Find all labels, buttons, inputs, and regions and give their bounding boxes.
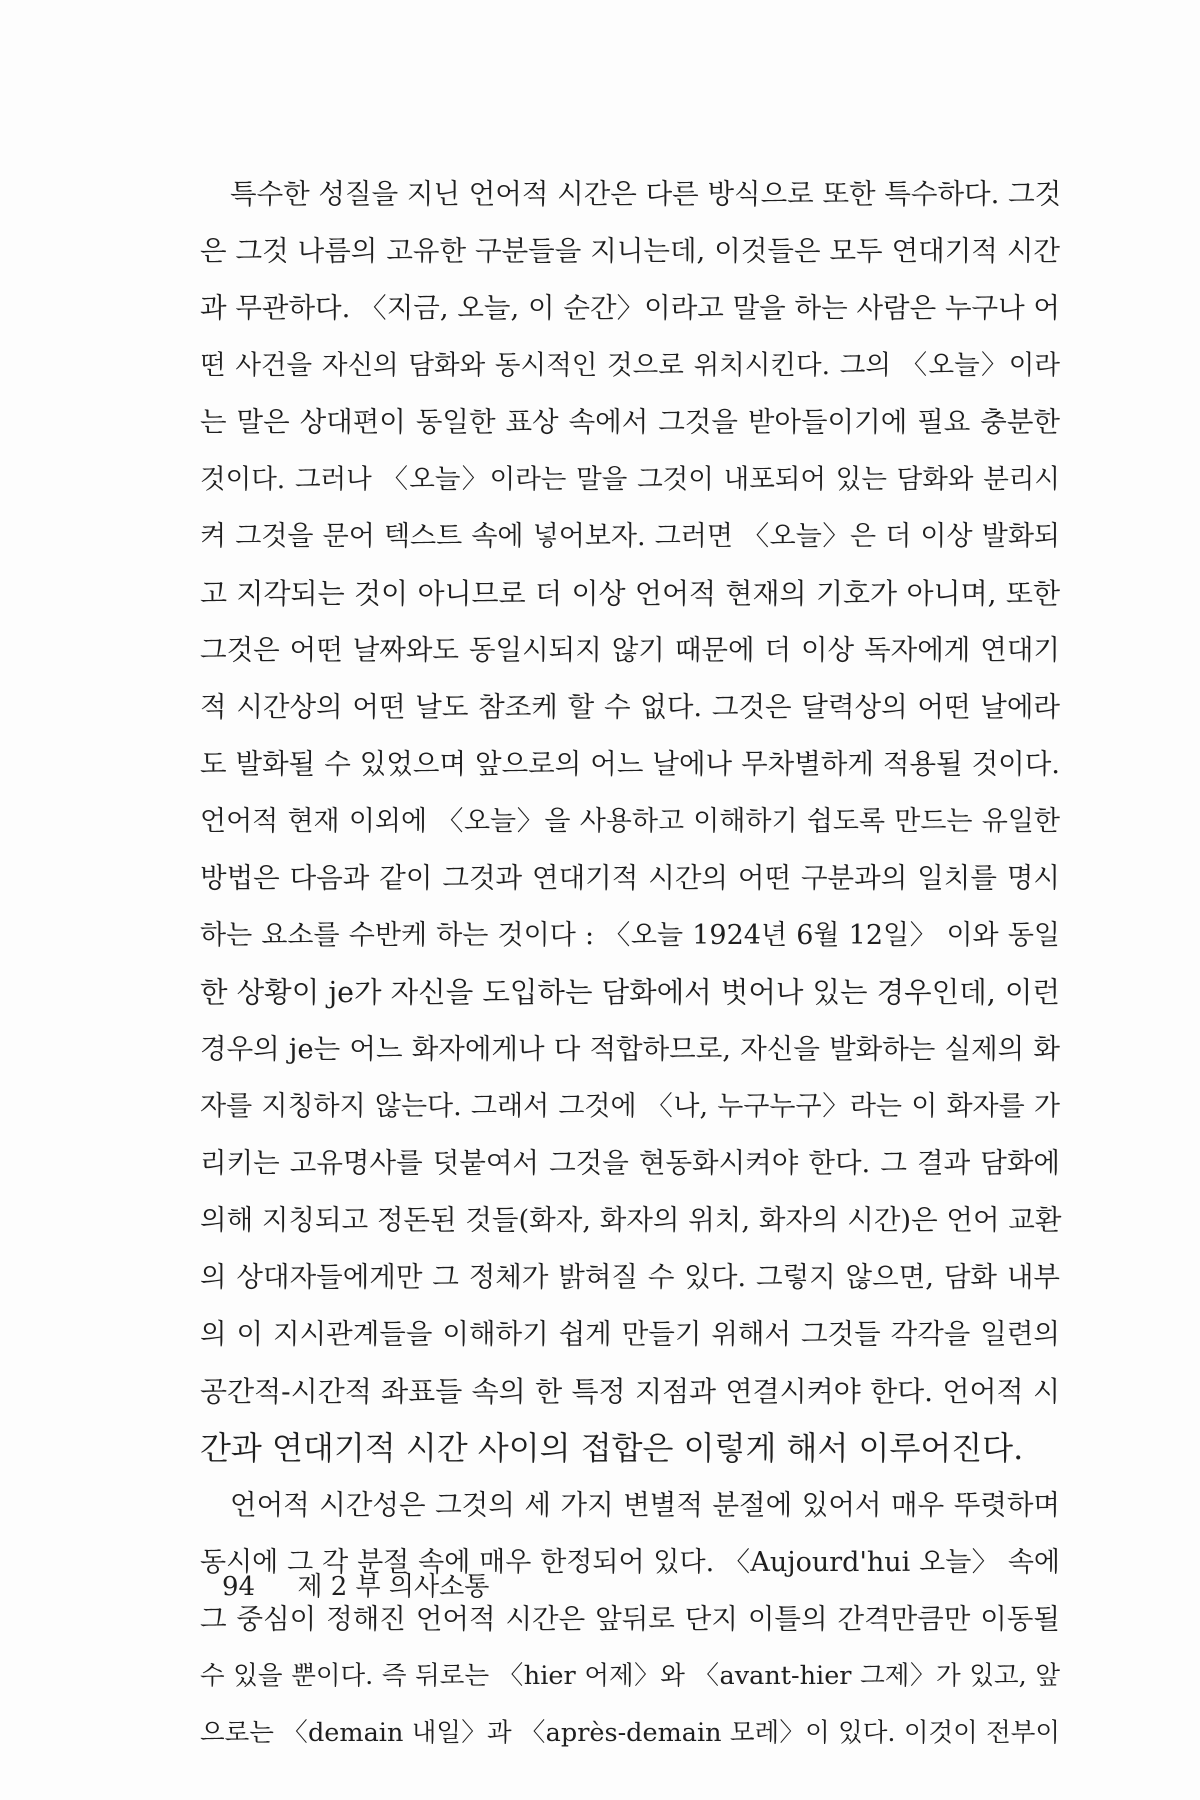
body-text xyxy=(200,166,1060,1762)
text-line: 자를 지칭하지 않는다. 그래서 그것에 〈나, 누구누구〉라는 이 화자를 가 xyxy=(200,1091,1060,1122)
text-line: 언어적 시간성은 그것의 세 가지 변별적 분절에 있어서 매우 뚜렷하며 xyxy=(230,1489,1060,1521)
text-line: 그것은 어떤 날짜와도 동일시되지 않기 때문에 더 이상 독자에게 연대기 xyxy=(200,634,1060,666)
page-number: 94 xyxy=(222,1572,256,1602)
text-line: 의 이 지시관계들을 이해하기 쉽게 만들기 위해서 그것들 각각을 일련의 xyxy=(200,1318,1060,1350)
text-line: 그 중심이 정해진 언어적 시간은 앞뒤로 단지 이틀의 간격만큼만 이동될 xyxy=(200,1603,1060,1635)
text-line: 는 말은 상대편이 동일한 표상 속에서 그것을 받아들이기에 필요 충분한 xyxy=(200,406,1060,438)
text-line: 수 있을 뿐이다. 즉 뒤로는 〈hier 어제〉와 〈avant-hier 그제〉가 있고, 앞 xyxy=(200,1661,1060,1691)
text-line: 고 지각되는 것이 아니므로 더 이상 언어적 현재의 기호가 아니며, 또한 xyxy=(200,577,1060,610)
text-line: 으로는 〈demain 내일〉과 〈après-demain 모레〉이 있다. 이것이 전부이 xyxy=(200,1718,1060,1748)
text-line: 경우의 je는 어느 화자에게나 다 적합하므로, 자신을 발화하는 실제의 화 xyxy=(200,1033,1060,1065)
text-line: 과 무관하다. 〈지금, 오늘, 이 순간〉이라고 말을 하는 사람은 누구나 어 xyxy=(200,292,1060,324)
text-line: 켜 그것을 문어 텍스트 속에 넣어보자. 그러면 〈오늘〉은 더 이상 발화되 xyxy=(200,521,1060,552)
text-line: 한 상황이 je가 자신을 도입하는 담화에서 벗어나 있는 경우인데, 이런 xyxy=(200,976,1060,1009)
text-line: 도 발화될 수 있었으며 앞으로의 어느 날에나 무차별하게 적용될 것이다. xyxy=(200,748,1060,780)
page-footer xyxy=(222,1566,489,1603)
text-line: 동시에 그 각 분절 속에 매우 한정되어 있다. 〈Aujourd'hui 오늘〉 속에 xyxy=(200,1547,1060,1578)
text-line: 리키는 고유명사를 덧붙여서 그것을 현동화시켜야 한다. 그 결과 담화에 xyxy=(200,1147,1060,1179)
text-line: 특수한 성질을 지닌 언어적 시간은 다른 방식으로 또한 특수하다. 그것 xyxy=(230,178,1062,210)
section-title: 제 2 부 의사소통 xyxy=(297,1572,490,1602)
text-line: 하는 요소를 수반케 하는 것이다 : 〈오늘 1924년 6월 12일〉 이와 동일 xyxy=(200,920,1060,951)
paragraph-1 xyxy=(200,166,1060,1477)
text-line: 의 상대자들에게만 그 정체가 밝혀질 수 있다. 그렇지 않으면, 담화 내부 xyxy=(200,1261,1060,1293)
paragraph-2 xyxy=(200,1477,1060,1762)
text-line: 적 시간상의 어떤 날도 참조케 할 수 없다. 그것은 달력상의 어떤 날에라 xyxy=(200,691,1060,723)
text-line: 방법은 다음과 같이 그것과 연대기적 시간의 어떤 구분과의 일치를 명시 xyxy=(200,862,1060,894)
text-line: 의해 지칭되고 정돈된 것들(화자, 화자의 위치, 화자의 시간)은 언어 교환 xyxy=(200,1204,1062,1236)
text-line: 언어적 현재 이외에 〈오늘〉을 사용하고 이해하기 쉽도록 만드는 유일한 xyxy=(200,806,1060,837)
text-line: 간과 연대기적 시간 사이의 접합은 이렇게 해서 이루어진다. xyxy=(200,1429,1024,1467)
text-line: 것이다. 그러나 〈오늘〉이라는 말을 그것이 내포되어 있는 담화와 분리시 xyxy=(200,464,1060,495)
text-line: 공간적-시간적 좌표들 속의 한 특정 지점과 연결시켜야 한다. 언어적 시 xyxy=(200,1375,1060,1408)
text-line: 은 그것 나름의 고유한 구분들을 지니는데, 이것들은 모두 연대기적 시간 xyxy=(200,235,1060,267)
text-line: 떤 사건을 자신의 담화와 동시적인 것으로 위치시킨다. 그의 〈오늘〉이라 xyxy=(200,350,1060,381)
